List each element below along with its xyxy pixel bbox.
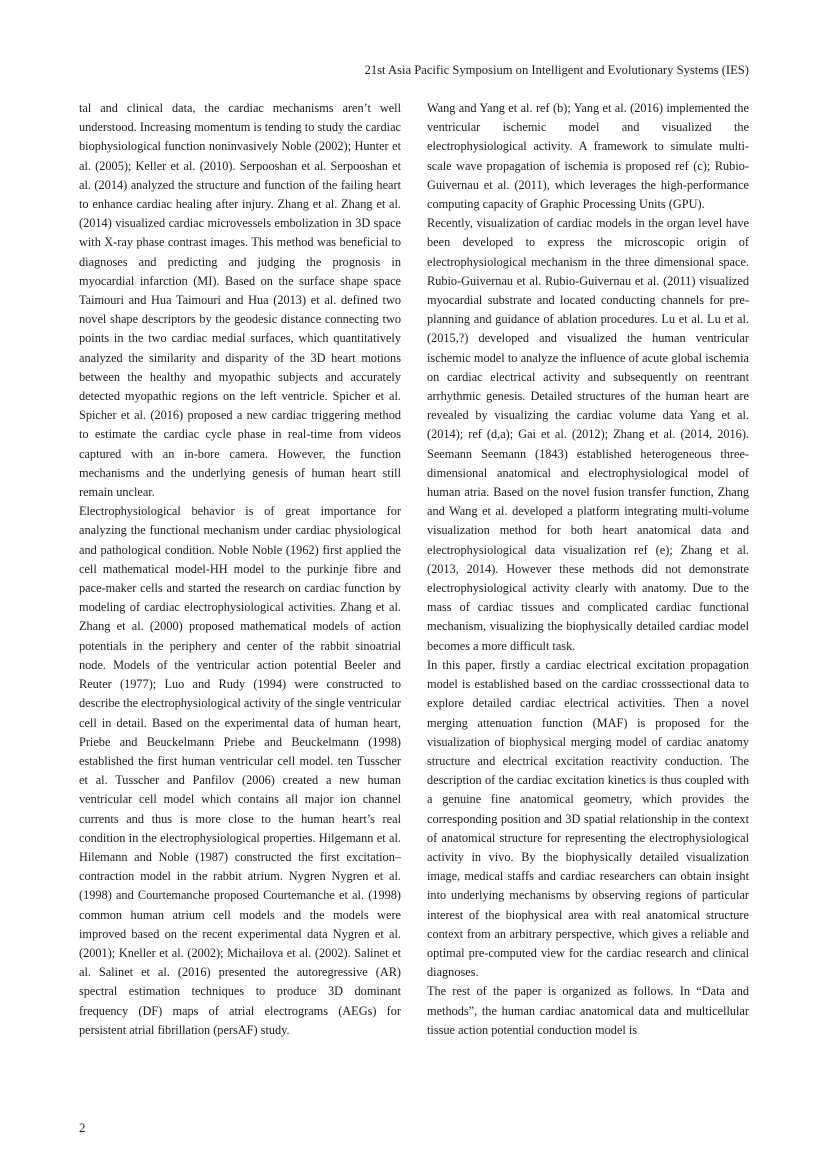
page-number: 2 bbox=[79, 1121, 86, 1135]
right-column bbox=[427, 99, 749, 1040]
body-paragraph: The rest of the paper is organized as follows. In “Data and methods”, the human cardiac anatomical data and multicellular tissue action potential conduction model is bbox=[427, 984, 749, 1037]
running-header: 21st Asia Pacific Symposium on Intelligent and Evolutionary Systems (IES) bbox=[364, 63, 749, 77]
body-paragraph: Electrophysiological behavior is of great importance for analyzing the functional mechanism under cardiac physiological and pathological condition. Noble Noble (1962) first applied the cell mathematical model-HH model to the purkinje fibre and pace-maker cells and started the research on cardiac function by modeling of cardiac electrophysiological activities. Zhang et al. Zhang et al. (2000) proposed mathematical models of action potentials in the periphery and center of the rabbit sinoatrial node. Models of the ventricular action potential Beeler and Reuter (1977); Luo and Rudy (1994) were constructed to describe the electrophysiological activity of the single ventricular cell in detail. Based on the experimental data of human heart, Priebe and Beuckelmann Priebe and Beuckelmann (1998) established the first human ventricular cell model. ten Tusscher et al. Tusscher and Panfilov (2006) created a new human ventricular cell model which contains all major ion channel currents and thus is more close to the human heart’s real condition in the electrophysiological properties. Hilgemann et al. Hilemann and Noble (1987) constructed the first excitation–contraction model in the rabbit atrium. Nygren Nygren et al. (1998) and Courtemanche proposed Courtemanche et al. (1998) common human atrium cell models and the models were improved based on the recent experimental data Nygren et al. (2001); Kneller et al. (2002); Michailova et al. (2002). Salinet et al. Salinet et al. (2016) presented the autoregressive (AR) spectral estimation techniques to produce 3D dominant frequency (DF) maps of atrial electrograms (AEGs) for persistent atrial fibrillation (persAF) study. bbox=[79, 504, 401, 1037]
body-paragraph: In this paper, firstly a cardiac electrical excitation propagation model is established based on the cardiac crosssectional data to explore detailed cardiac electrical activities. Then a novel merging attenuation function (MAF) is proposed for the visualization of biophysical merging model of cardiac anatomy structure and electrical excitation reactivity conduction. The description of the cardiac excitation kinetics is thus coupled with a genuine fine anatomical geometry, which provides the corresponding position and 3D spatial relationship in the context of anatomical structure for representing the electrophysiological activity in vivo. By the biophysically detailed visualization image, medical staffs and cardiac researchers can obtain insight into underlying mechanisms by observing regions of particular interest of the biophysical area with real anatomical structure context from an arbitrary perspective, which gives a reliable and optimal pre-computed view for the cardiac research and clinical diagnoses. bbox=[427, 657, 749, 980]
body-paragraph: tal and clinical data, the cardiac mechanisms aren’t well understood. Increasing momentum is tending to study the cardiac biophysiological function noninvasively Noble (2002); Hunter et al. (2005); Keller et al. (2010). Serpooshan et al. Serpooshan et al. (2014) analyzed the structure and function of the failing heart to enhance cardiac healing after injury. Zhang et al. Zhang et al. (2014) visualized cardiac microvessels embolization in 3D space with X-ray phase contrast images. This method was beneficial to diagnoses and predicting and judging the prognosis in myocardial infarction (MI). Based on the surface shape space Taimouri and Hua Taimouri and Hua (2013) et al. defined two novel shape descriptors by the geodesic distance connecting two points in the two cardiac medial surfaces, which quantitatively analyzed the similarity and disparity of the 3D heart motions between the healthy and myopathic subjects and accurately detected myopathic regions on the left ventricle. Spicher et al. Spicher et al. (2016) proposed a new cardiac triggering method to estimate the cardiac cycle phase in real-time from videos captured with an in-bore camera. However, the function mechanisms and the underlying genesis of human heart still remain unclear. bbox=[79, 101, 401, 500]
left-column bbox=[79, 99, 401, 1040]
body-paragraph: Recently, visualization of cardiac models in the organ level have been developed to express the microscopic origin of electrophysiological mechanism in the three dimensional space. Rubio-Guivernau et al. Rubio-Guivernau et al. (2011) visualized myocardial substrate and located conducting channels for pre-planning and guidance of ablation procedures. Lu et al. Lu et al. (2015,?) developed and visualized the human ventricular ischemic model to analyze the influence of acute global ischemia on cardiac electrical activity and subsequently on reentrant arrhythmic genesis. Detailed structures of the human heart are revealed by visualizing the cardiac volume data Yang et al. (2014); ref (d,a); Gai et al. (2012); Zhang et al. (2014, 2016). Seemann Seemann (1843) established heterogeneous three-dimensional anatomical and electrophysiological model of human atria. Based on the novel fusion transfer function, Zhang and Wang et al. developed a platform integrating multi-volume visualization method for both heart anatomical data and electrophysiological data visualization ref (e); Zhang et al. (2013, 2014). However these methods did not demonstrate electrophysiological activity clearly with anatomy. Due to the mass of cardiac tissues and complicated cardiac functional mechanism, visualizing the biophysically detailed cardiac model becomes a more difficult task. bbox=[427, 216, 749, 653]
body-paragraph: Wang and Yang et al. ref (b); Yang et al. (2016) implemented the ventricular ischemic model and visualized the electrophysiological activity. A framework to simulate multi-scale wave propagation of ischemia is proposed ref (c); Rubio-Guivernau et al. (2011), which leverages the high-performance computing capacity of Graphic Processing Units (GPU). bbox=[427, 101, 749, 212]
